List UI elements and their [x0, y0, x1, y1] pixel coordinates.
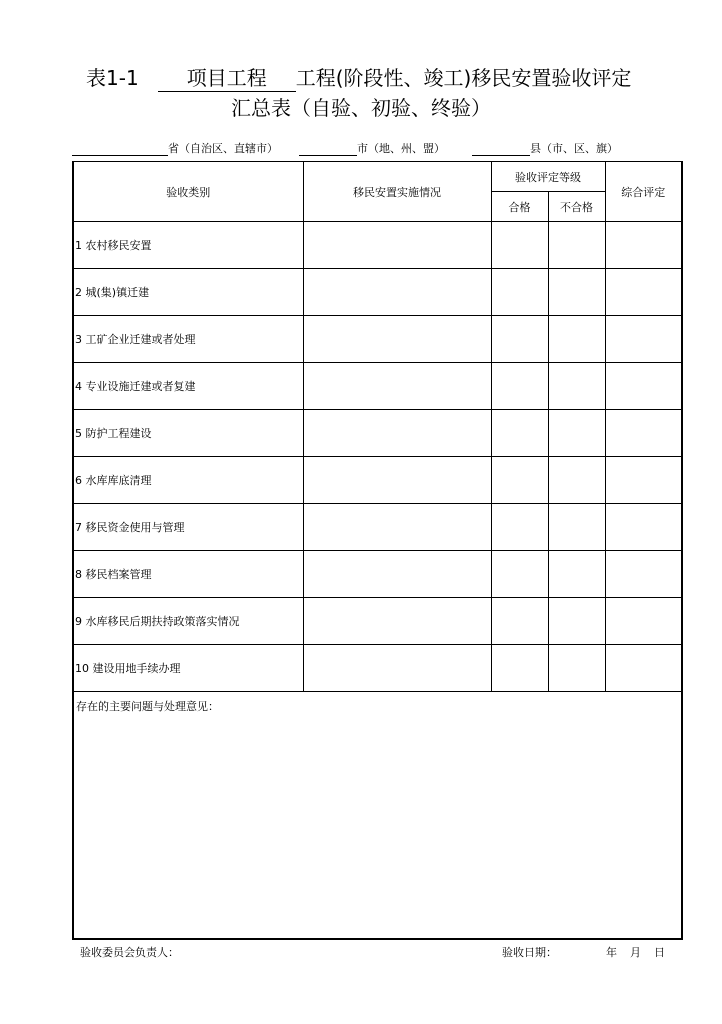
row-category: 2 城(集)镇迁建	[73, 269, 303, 316]
header-pass: 合格	[491, 192, 548, 222]
province-label: 省（自治区、直辖市）	[168, 142, 278, 155]
table-row	[73, 222, 682, 269]
date-fields	[606, 944, 665, 960]
document-subtitle: 汇总表（自验、初验、终验）	[231, 96, 491, 120]
row-pass-cell[interactable]	[491, 222, 548, 269]
header-overall: 综合评定	[605, 162, 682, 222]
day-label: 日	[654, 946, 665, 959]
table-row	[73, 363, 682, 410]
table-row	[73, 316, 682, 363]
row-pass-cell[interactable]	[491, 269, 548, 316]
row-category: 7 移民资金使用与管理	[73, 504, 303, 551]
row-category: 8 移民档案管理	[73, 551, 303, 598]
row-category: 1 农村移民安置	[73, 222, 303, 269]
region-row	[72, 142, 618, 156]
row-category: 4 专业设施迁建或者复建	[73, 363, 303, 410]
header-situation: 移民安置实施情况	[303, 162, 491, 222]
row-fail-cell[interactable]	[548, 504, 605, 551]
row-overall-cell[interactable]	[605, 269, 682, 316]
row-overall-cell[interactable]	[605, 410, 682, 457]
city-blank	[299, 142, 357, 156]
row-pass-cell[interactable]	[491, 504, 548, 551]
row-category: 5 防护工程建设	[73, 410, 303, 457]
row-situation-cell[interactable]	[303, 316, 491, 363]
row-category: 6 水库库底清理	[73, 457, 303, 504]
row-pass-cell[interactable]	[491, 363, 548, 410]
row-pass-cell[interactable]	[491, 457, 548, 504]
row-pass-cell[interactable]	[491, 410, 548, 457]
row-situation-cell[interactable]	[303, 504, 491, 551]
project-name-blank: 项目工程	[158, 65, 296, 92]
row-category: 10 建设用地手续办理	[73, 645, 303, 692]
date-label: 验收日期：	[502, 946, 557, 959]
table-number: 表1-1	[86, 66, 139, 90]
table-row	[73, 410, 682, 457]
month-label: 月	[630, 946, 641, 959]
header-fail: 不合格	[548, 192, 605, 222]
title-rest: 工程(阶段性、竣工)移民安置验收评定	[295, 66, 632, 90]
row-situation-cell[interactable]	[303, 410, 491, 457]
province-blank	[72, 142, 168, 156]
row-overall-cell[interactable]	[605, 457, 682, 504]
row-situation-cell[interactable]	[303, 222, 491, 269]
row-overall-cell[interactable]	[605, 363, 682, 410]
table-row	[73, 504, 682, 551]
issues-field[interactable]	[73, 692, 682, 940]
row-overall-cell[interactable]	[605, 598, 682, 645]
row-overall-cell[interactable]	[605, 645, 682, 692]
row-pass-cell[interactable]	[491, 645, 548, 692]
row-fail-cell[interactable]	[548, 598, 605, 645]
row-pass-cell[interactable]	[491, 551, 548, 598]
row-overall-cell[interactable]	[605, 551, 682, 598]
acceptance-summary-table	[72, 161, 683, 940]
row-fail-cell[interactable]	[548, 222, 605, 269]
row-fail-cell[interactable]	[548, 363, 605, 410]
year-label: 年	[606, 946, 617, 959]
row-fail-cell[interactable]	[548, 645, 605, 692]
table-row	[73, 269, 682, 316]
header-grade-group: 验收评定等级	[491, 162, 605, 192]
header-category: 验收类别	[73, 162, 303, 222]
county-blank	[472, 142, 530, 156]
row-overall-cell[interactable]	[605, 504, 682, 551]
row-pass-cell[interactable]	[491, 316, 548, 363]
row-category: 3 工矿企业迁建或者处理	[73, 316, 303, 363]
issues-label: 存在的主要问题与处理意见：	[76, 700, 219, 713]
row-overall-cell[interactable]	[605, 222, 682, 269]
city-label: 市（地、州、盟）	[357, 142, 445, 155]
row-situation-cell[interactable]	[303, 551, 491, 598]
table-row	[73, 598, 682, 645]
row-fail-cell[interactable]	[548, 269, 605, 316]
row-situation-cell[interactable]	[303, 269, 491, 316]
row-fail-cell[interactable]	[548, 316, 605, 363]
row-category: 9 水库移民后期扶持政策落实情况	[73, 598, 303, 645]
row-fail-cell[interactable]	[548, 410, 605, 457]
county-label: 县（市、区、旗）	[530, 142, 618, 155]
row-situation-cell[interactable]	[303, 598, 491, 645]
table-row	[73, 457, 682, 504]
row-fail-cell[interactable]	[548, 551, 605, 598]
row-situation-cell[interactable]	[303, 457, 491, 504]
table-row	[73, 645, 682, 692]
document-title	[86, 64, 631, 92]
row-situation-cell[interactable]	[303, 363, 491, 410]
row-situation-cell[interactable]	[303, 645, 491, 692]
responsible-label: 验收委员会负责人：	[80, 946, 179, 959]
table-row	[73, 551, 682, 598]
row-pass-cell[interactable]	[491, 598, 548, 645]
row-overall-cell[interactable]	[605, 316, 682, 363]
row-fail-cell[interactable]	[548, 457, 605, 504]
